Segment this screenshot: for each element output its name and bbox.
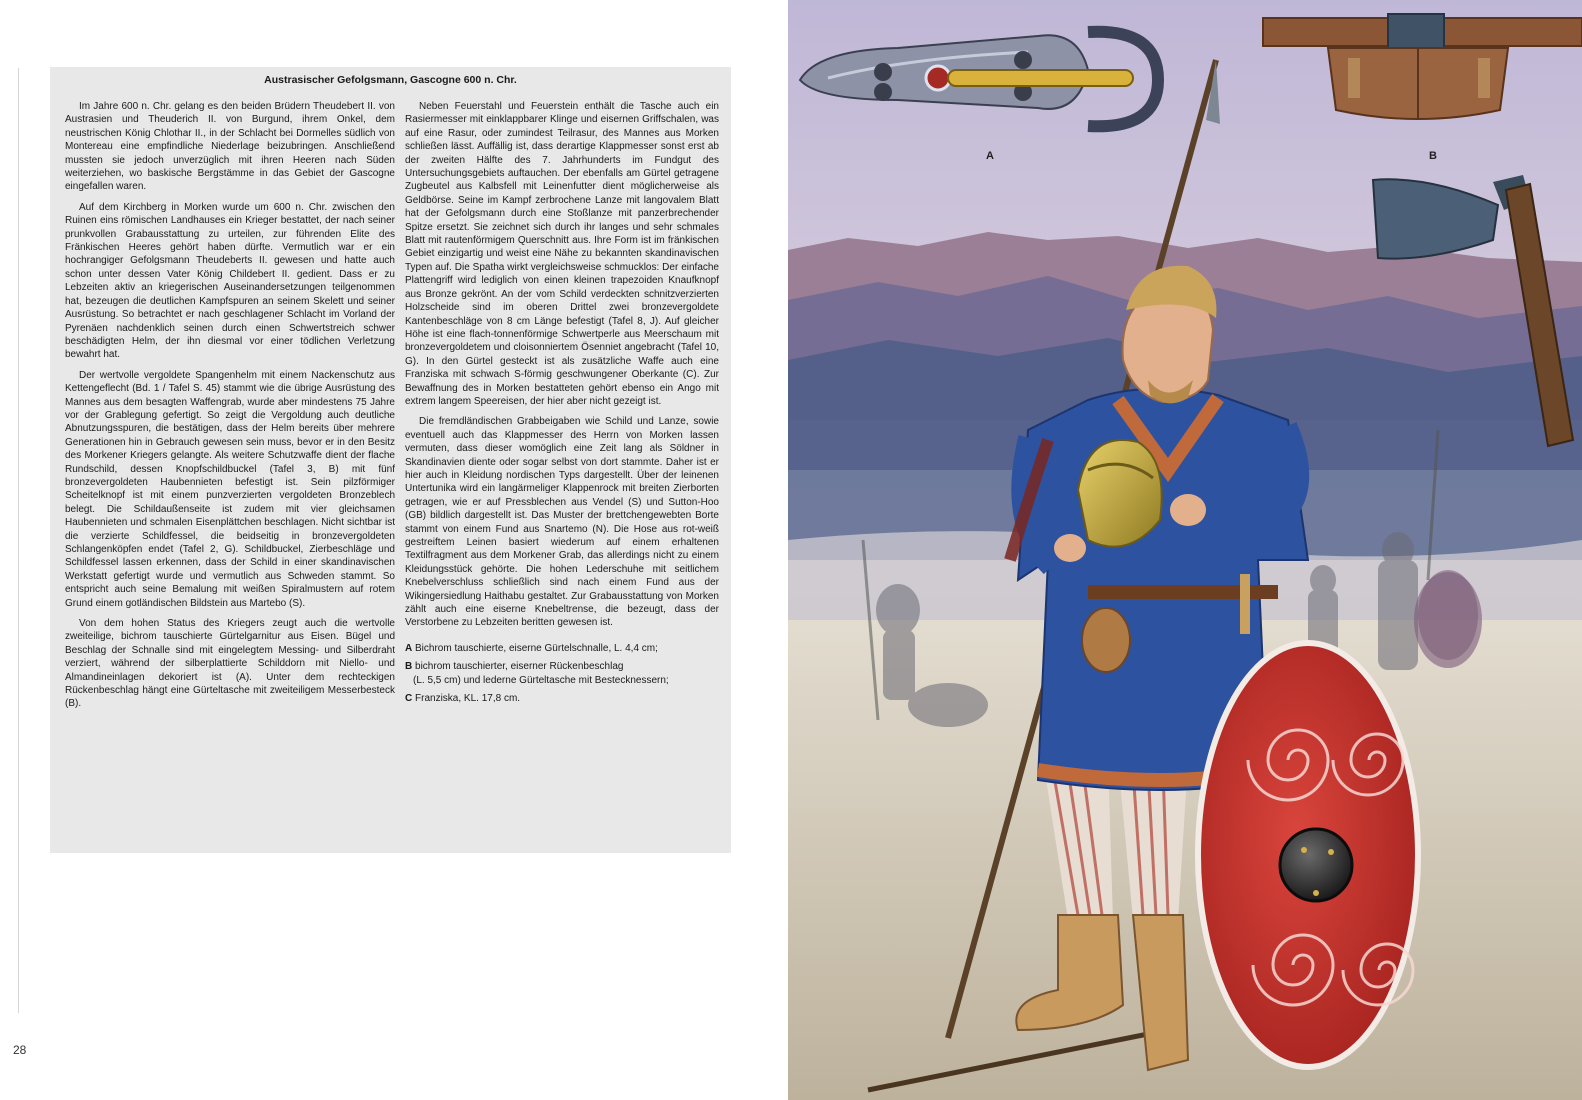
warrior-head <box>1123 266 1217 404</box>
paragraph: Von dem hohen Status des Kriegers zeugt auch die wertvolle zweiteilige, bichrom tauschierte Gürtelgarnitur aus Eisen. Bügel und Beschlag der Schnalle sind mit eingelegtem Messing- und Silberdraht verziert, während der silberplattierte Schilddorn mit Niello- und Almandineinlagen dekoriert ist (A). Unter dem rechteckigen Rückenbeschlag hängt eine Gürteltasche mit zweiteiligem Messerbesteck (B). <box>65 618 395 710</box>
margin-rule <box>18 68 19 1013</box>
background-shield <box>1414 572 1482 668</box>
paragraph: Auf dem Kirchberg in Morken wurde um 600 n. Chr. zwischen den Ruinen eins römischen Landhauses ein Krieger bestattet, der nach seiner prunkvollen Grabausstattung zu urteilen, zur führenden Elite des Fränkischen Heeres gehört haben dürfte. Vermutlich war er ein hochrangiger Gefolgsmann Theudeberts II. gewesen und hatte auch schon unter dessen Vater König Childebert II. gedient. Dass er zu Lebzeiten aktiv an kriegerischen Auseinandersetzungen teilgenommen hat, bezeugen die deutlichen Kampfspuren an seinem Skelett und seiner Ausrüstung. So betrachtet er nach geschlagener Schlacht im Vorland der Pyrenäen nachdenklich seinen durch einen Schwertstreich schwer beschädigten Helm, der ihn diesmal vor einer tödlichen Verletzung bewahrt hat. <box>65 201 395 361</box>
paragraph: Im Jahre 600 n. Chr. gelang es den beiden Brüdern Theudebert II. von Austrasien und Theuderich II. von Burgund, ihrem Onkel, dem neustrischen König Chlothar II., in der Schlacht bei Dormelles südlich von Montereau eine empfindliche Niederlage beizubringen. Anschließend mussten sie jedoch unverzüglich mit ihren Heeren nach Süden weiterziehen, wo baskische Bergstämme in das Gebiet der Gascogne eingefallen waren. <box>65 101 395 193</box>
left-page <box>0 0 788 1100</box>
text-column-right <box>405 100 719 710</box>
paragraph: Neben Feuerstahl und Feuerstein enthält die Tasche auch ein Rasiermesser mit einklappbarer Klinge und eisernen Griffschalen, was auf eine Rasur, oder zumindest Teilrasur, des Mannes aus Morken schließen lässt. Auffällig ist, dass derartige Klappmesser sonst erst ab der zweiten Hälfte des 7. Jahrhunderts im Fundgut des Untersuchungsgebiets auftauchen. Der ebenfalls am Gürtel getragene Zugbeutel aus Kalbsfell mit Leinenfutter dient möglicherweise als Geldbörse. Seine im Kampf zerbrochene Lanze mit langovalem Blatt hat der Gefolgsmann durch eine Stoßlanze mit panzerbrechender Spitze ersetzt. Sie zeichnet sich durch ihr langes und sehr schmales Blatt mit rautenförmigem Querschnitt aus. Ihre Form ist im fränkischen Gebiet einzigartig und weist eine Nähe zu bekannten skandinavischen Typen auf. Die Spatha wirkt vergleichsweise schmucklos: Der einfache Plattengriff wird lediglich von einen kleinen trapezoiden Knaufknopf aus Bronze gekrönt. An der vom Schild verdeckten schnitzverzierten Holzscheide sind im oberen Drittel zwei bronzevergoldete Kantenbeschläge von 8 cm Länge befestigt (Tafel 8, J). Auf gleicher Höhe ist eine flach-tonnenförmige Schwertperle aus Meerschaum mit bronzevergoldetem und cloisonniertem Ösenniet angebracht (Tafel 10, G). In den Gürtel gesteckt ist als zusätzliche Waffe auch eine Franziska mit schwach S-förmig geschwungener Oberkante (C). Zur Bewaffnung des in Morken bestatteten gehört ebenso ein Ango mit extrem langem Speereisen, der hier aber nicht gezeigt ist. <box>405 101 719 407</box>
text-box <box>50 67 731 853</box>
caption-letter: B <box>405 661 413 673</box>
drawstring-pouch <box>1082 608 1130 672</box>
plate-label-a: A <box>986 150 994 162</box>
paragraph: Die fremdländischen Grabbeigaben wie Schild und Lanze, sowie eventuell auch das Klappmesser des Herrn von Morken lassen vermuten, dass dieser womöglich eine Zeit lang als Söldner in Skandinavien diente oder sogar selbst von dort stammte. Daher ist er hier auch in Kleidung nordischen Typs dargestellt. Über der leinenen Untertunika wird ein langärmeliger Klappenrock mit breiten Zierborten getragen, wie er auf Pressblechen aus Vendel (S) und Sutton-Hoo (GB) bildlich dargestellt ist. Das Muster der brettchengewebten Borte stammt von einem Fund aus Snartemo (N). Die Hose aus rot-weiß gestreiftem Leinen basiert wiederum auf einem erhaltenen Textilfragment aus dem Morkener Grab, das allerdings nicht zu einem Kleidungsstück gehörte. Die hohen Lederschuhe mit seitlichem Knebelverschluss schließlich sind nach einem Fund aus der Wikingersiedlung Haithabu gestaltet. Zur Grabausstattung von Morken zählt auch eine eiserne Knebeltrense, die bezeugt, dass der Verstorbene zu Lebzeiten beritten gewesen ist. <box>405 416 719 629</box>
paragraph: Der wertvolle vergoldete Spangenhelm mit einem Nackenschutz aus Kettengeflecht (Bd. 1 / Tafel S. 45) stammt wie die übrige Ausrüstung des Mannes aus dem besagten Waffengrab, wurde aber mindestens 75 Jahre vor der Grablegung gefertigt. So zeigt die Vergoldung auch deutliche Abnutzungsspuren, die bestätigen, dass der Helm bereits über mehrere Generationen hin in Gebrauch gewesen sein muss, bevor er in den Besitz des Morkener Kriegers gelangte. Als weitere Schutzwaffe dient der flache Rundschild, dessen Knopfschildbuckel (Tafel 3, B) mit fünf bronzevergoldeten Haubennieten befestigt ist. Sein pilzförmiger Scheitelknopf ist mit einem punzverzierten vergoldeten Bronzeblech belegt. Die Schildaußenseite ist zudem mit vier gleichsamen Haubennieten und schmalen Eisenplättchen beschlagen. Nicht sichtbar ist die verzierte Schildfessel, die beidseitig in bronzevergoldeten Schlangenköpfen endet (Tafel 2, G). Schildbuckel, Zierbeschläge und Schildfessel lassen erkennen, dass der Schild in einer skandinavischen Werkstatt gefertigt wurde und vermutlich aus Schweden stammt. So entspricht auch seine Bemalung mit weißen Spiralmustern auf rotem Grund einem gotländischen Bildstein aus Martebo (S). <box>65 369 395 609</box>
caption-letter: C <box>405 693 413 705</box>
caption-c <box>405 692 719 705</box>
plate-label-b: B <box>1429 150 1437 162</box>
caption-b <box>405 660 719 687</box>
caption-text: Franziska, KL. 17,8 cm. <box>415 693 521 705</box>
article-title: Austrasischer Gefolgsmann, Gascogne 600 n. Chr. <box>264 74 517 86</box>
caption-text: Bichrom tauschierte, eiserne Gürtelschnalle, L. 4,4 cm; <box>415 642 658 654</box>
illustration-page <box>788 0 1582 1100</box>
round-shield <box>1198 643 1418 1067</box>
plate-captions <box>405 642 719 706</box>
text-column-left <box>65 100 395 718</box>
caption-letter: A <box>405 642 413 654</box>
caption-text: bichrom tauschierter, eiserner Rückenbeschlag <box>415 661 624 673</box>
page-number: 28 <box>13 1043 27 1057</box>
caption-text-continued: (L. 5,5 cm) und lederne Gürteltasche mit Bestecknessern; <box>413 674 669 686</box>
caption-a <box>405 642 719 655</box>
warrior-illustration <box>788 0 1582 1100</box>
